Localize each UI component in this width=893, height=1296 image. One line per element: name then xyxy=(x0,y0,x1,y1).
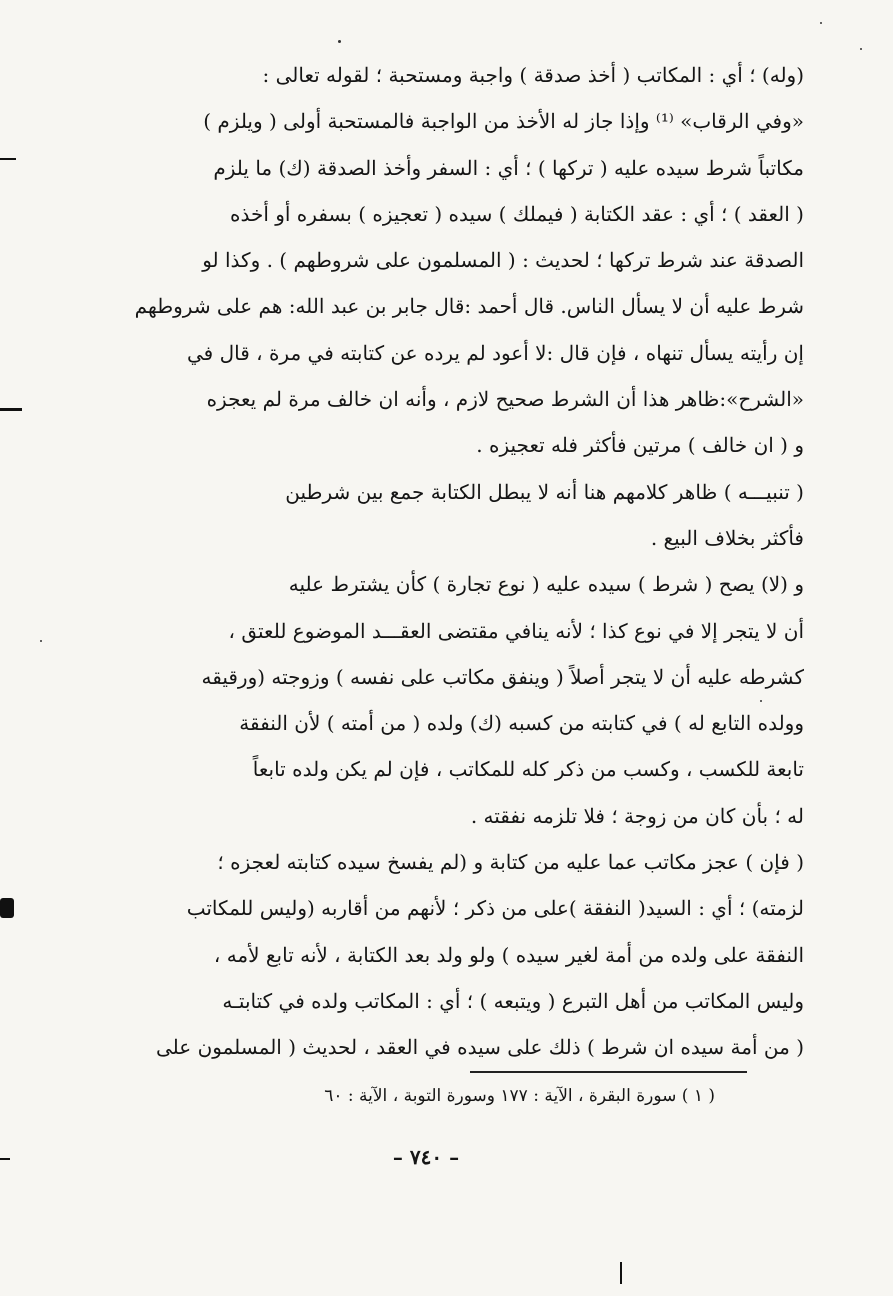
scan-speck xyxy=(760,700,762,702)
text-line: تابعة للكسب ، وكسب من ذكر كله للمكاتب ، فإن لم يكن ولده تابعاً xyxy=(252,757,804,782)
text-line: النفقة على ولده من أمة لغير سيده ) ولو ولد بعد الكتابة ، لأنه تابع لأمه ، xyxy=(213,942,804,967)
text-line: له ؛ بأن كان من زوجة ؛ فلا تلزمه نفقته . xyxy=(470,803,804,828)
footnote-divider xyxy=(470,1071,747,1073)
scan-speck xyxy=(40,640,42,642)
scan-mark xyxy=(0,1158,10,1160)
text-line: و (لا) يصح ( شرط ) سيده عليه ( نوع تجارة ) كأن يشترط عليه xyxy=(288,572,804,597)
text-line: ( فإن ) عجز مكاتب عما عليه من كتابة و (لم يفسخ سيده كتابته لعجزه ؛ xyxy=(217,850,804,875)
text-line: «وفي الرقاب» ⁽¹⁾ وإذا جاز له الأخذ من الواجبة فالمستحبة أولى ( ويلزم ) xyxy=(203,109,804,134)
text-line: «الشرح»:ظاهر هذا أن الشرط صحيح لازم ، وأنه ان خالف مرة لم يعجزه xyxy=(206,387,804,412)
scan-mark xyxy=(0,408,22,411)
text-line: ( العقد ) ؛ أي : عقد الكتابة ( فيملك ) سيده ( تعجيزه ) بسفره أو أخذه xyxy=(229,201,804,226)
body-text xyxy=(104,52,804,1071)
text-line: الصدقة عند شرط تركها ؛ لحديث : ( المسلمون على شروطهم ) . وكذا لو xyxy=(202,248,804,273)
text-line: و ( ان خالف ) مرتين فأكثر فله تعجيزه . xyxy=(476,433,804,458)
text-line: وليس المكاتب من أهل التبرع ( ويتبعه ) ؛ أي : المكاتب ولده في كتابتـه xyxy=(222,988,804,1013)
text-line: وولده التابع له ) في كتابته من كسبه (ك) ولده ( من أمته ) لأن النفقة xyxy=(239,711,804,736)
scan-speck xyxy=(820,22,822,24)
text-line: شرط عليه أن لا يسأل الناس. قال أحمد :قال جابر بن عبد الله: هم على شروطهم xyxy=(134,294,804,319)
text-line: أن لا يتجر إلا في نوع كذا ؛ لأنه ينافي مقتضى العقـــد الموضوع للعتق ، xyxy=(228,618,804,643)
page-number: – ٧٤٠ – xyxy=(392,1145,460,1169)
scan-speck xyxy=(338,40,341,43)
text-line: لزمته) ؛ أي : السيد( النفقة )على من ذكر ؛ لأنهم من أقاربه (وليس للمكاتب xyxy=(186,896,804,921)
scan-mark xyxy=(620,1262,622,1284)
scan-mark xyxy=(0,898,14,918)
text-line: ( تنبيـــه ) ظاهر كلامهم هنا أنه لا يبطل الكتابة جمع بين شرطين xyxy=(285,479,804,504)
scan-speck xyxy=(860,48,862,50)
text-line: إن رأيته يسأل تنهاه ، فإن قال :لا أعود لم يرده عن كتابته في مرة ، قال في xyxy=(187,340,804,365)
text-line: ( من أمة سيده ان شرط ) ذلك على سيده في العقد ، لحديث ( المسلمون على xyxy=(156,1035,804,1060)
text-line: فأكثر بخلاف البيع . xyxy=(650,525,804,550)
scan-mark xyxy=(0,158,16,160)
footnote: ( ١ ) سورة البقرة ، الآية : ١٧٧ وسورة التوبة ، الآية : ٦٠ xyxy=(324,1086,715,1106)
text-line: مكاتباً شرط سيده عليه ( تركها ) ؛ أي : السفر وأخذ الصدقة (ك) ما يلزم xyxy=(213,155,804,180)
text-line: كشرطه عليه أن لا يتجر أصلاً ( وينفق مكاتب على نفسه ) وزوجته (ورقيقه xyxy=(201,664,804,689)
text-line: (وله) ؛ أي : المكاتب ( أخذ صدقة ) واجبة ومستحبة ؛ لقوله تعالى : xyxy=(262,63,804,87)
